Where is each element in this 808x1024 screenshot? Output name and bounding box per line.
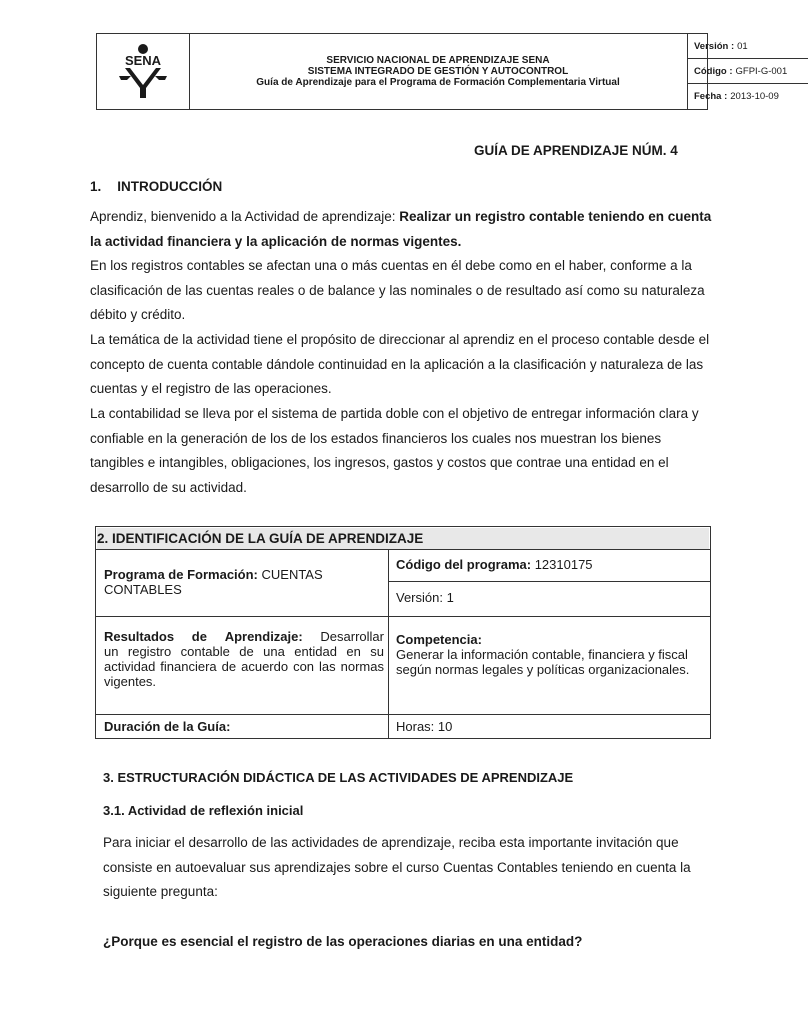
- competencia-cell: Competencia: Generar la información contable, financiera y fiscal según normas legales y políticas organizacionales.: [396, 632, 690, 677]
- header-version: Versión : 01: [688, 34, 808, 59]
- horas-cell: Horas: 10: [396, 719, 453, 734]
- intro-paragraph-3: La temática de la actividad tiene el propósito de direccionar al aprendiz en el proceso contable desde el concepto de cuenta contable dándole continuidad en la aplicación a la clasificación y naturaleza de las cuentas y el registro de las operaciones.: [90, 332, 710, 396]
- intro-paragraph-2: En los registros contables se afectan una o más cuentas en él debe como en el haber, conforme a la clasificación de las cuentas reales o de balance y las nominales o de resultado así como su naturaleza débito y crédito.: [90, 258, 705, 322]
- codigo-programa-cell: Código del programa: 12310175: [396, 557, 593, 572]
- section3-heading: 3. ESTRUCTURACIÓN DIDÁCTICA DE LAS ACTIVIDADES DE APRENDIZAJE: [103, 770, 574, 785]
- logo-cell: [97, 34, 190, 109]
- section3-subheading: 3.1. Actividad de reflexión inicial: [103, 803, 304, 818]
- intro-paragraph-1: Aprendiz, bienvenido a la Actividad de aprendizaje: Realizar un registro contable teniendo en cuenta la actividad financiera y la aplicación de normas vigentes.: [90, 209, 712, 249]
- document-header: [96, 33, 788, 110]
- guide-title: GUÍA DE APRENDIZAJE NÚM. 4: [474, 143, 678, 158]
- header-line3: Guía de Aprendizaje para el Programa de Formación Complementaria Virtual: [256, 77, 620, 88]
- programa-cell: Programa de Formación: CUENTAS CONTABLES: [104, 567, 323, 597]
- duracion-cell: Duración de la Guía:: [104, 719, 231, 734]
- header-codigo: Código : GFPI-G-001: [688, 59, 808, 84]
- header-meta: [688, 34, 808, 109]
- intro-paragraph-4: La contabilidad se lleva por el sistema de partida doble con el objetivo de entregar información clara y confiable en la generación de los de los estados financieros los cuales nos muestran los bienes tangibles e intangibles, obligaciones, los ingresos, gastos y costos que contrae una entidad en el desarrollo de su actividad.: [90, 406, 699, 495]
- header-line2: SISTEMA INTEGRADO DE GESTIÓN Y AUTOCONTROL: [307, 66, 569, 77]
- header-titles: [189, 34, 688, 109]
- header-fecha: Fecha : 2013-10-09: [694, 91, 779, 102]
- resultados-cell: Resultados de Aprendizaje: Desarrollar un registro contable de una entidad en su actividad financiera de acuerdo con las normas vigentes.: [104, 629, 384, 689]
- logo-text: SENA: [124, 53, 162, 68]
- version-cell: Versión: 1: [396, 590, 454, 605]
- identification-table: [95, 526, 711, 739]
- sena-logo-icon: [97, 34, 189, 109]
- section1-heading: 1. INTRODUCCIÓN: [90, 179, 223, 194]
- section2-heading: 2. IDENTIFICACIÓN DE LA GUÍA DE APRENDIZAJE: [97, 528, 709, 549]
- section3-question: ¿Porque es esencial el registro de las operaciones diarias en una entidad?: [103, 934, 583, 949]
- section3-paragraph: Para iniciar el desarrollo de las actividades de aprendizaje, reciba esta importante invitación que consiste en autoevaluar sus aprendizajes sobre el curso Cuentas Contables teniendo en cuenta la siguiente pregunta:: [103, 835, 691, 899]
- header-line1: SERVICIO NACIONAL DE APRENDIZAJE SENA: [326, 55, 550, 66]
